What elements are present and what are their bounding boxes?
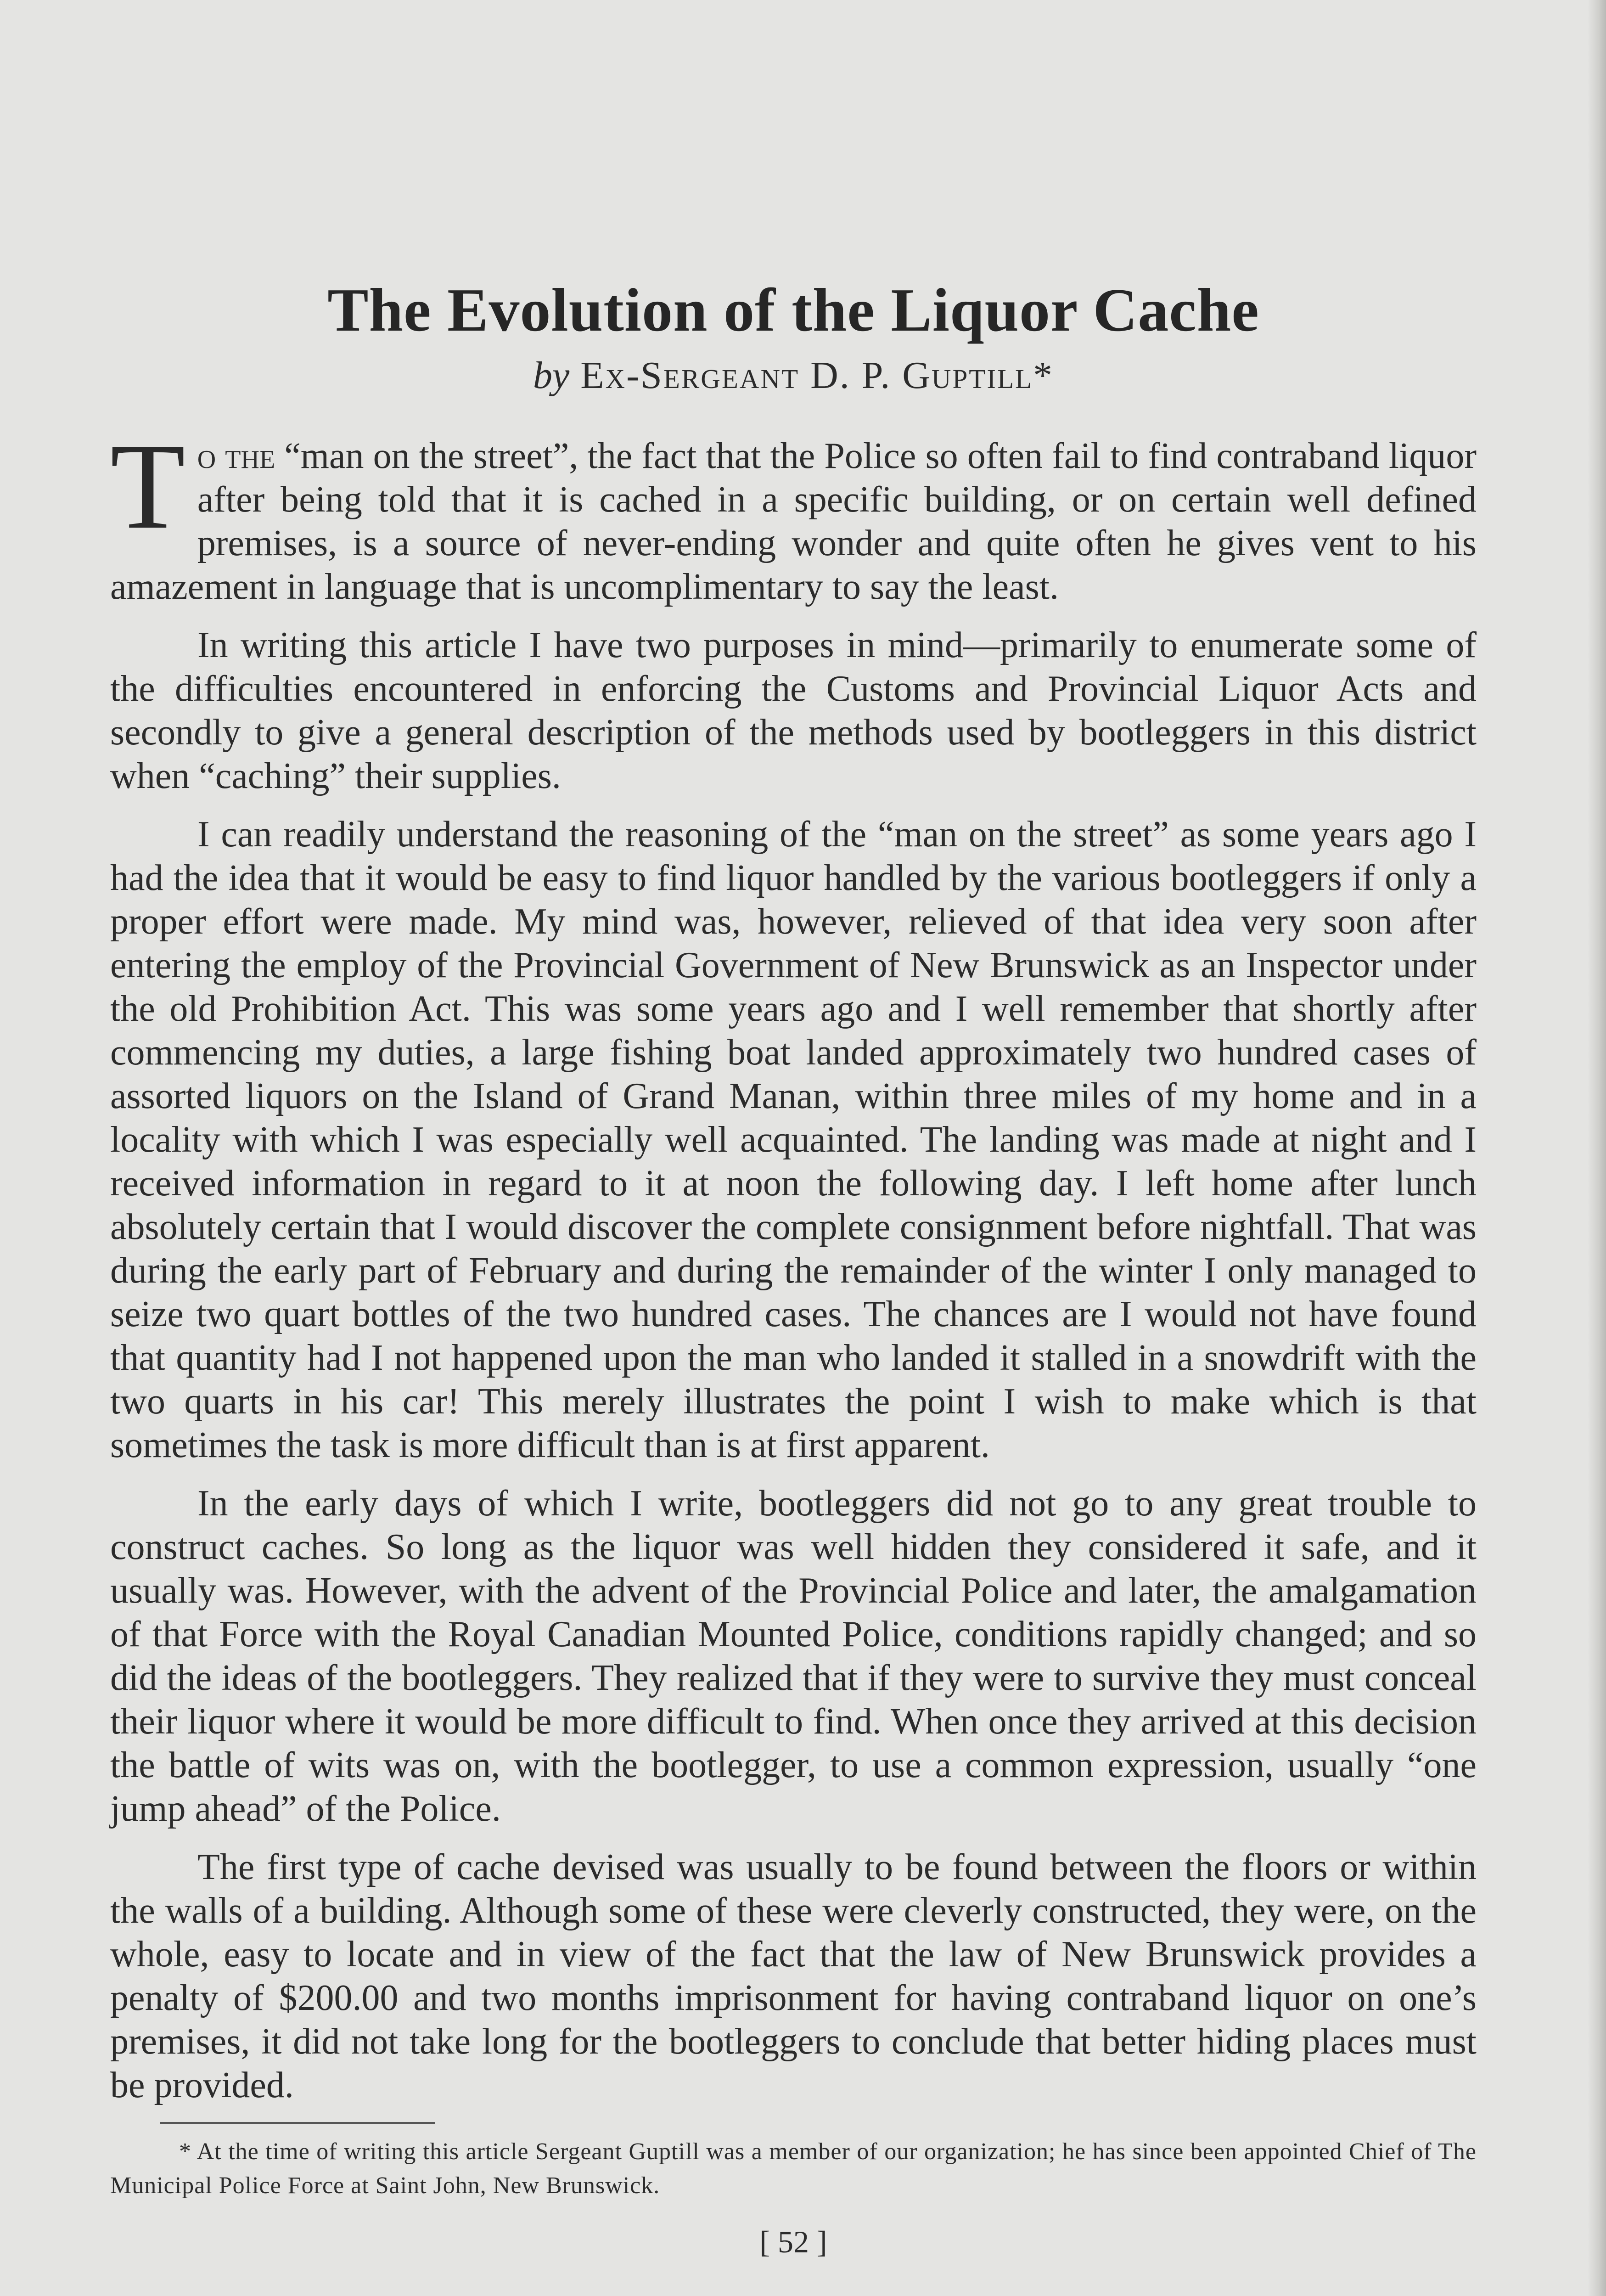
- article-title: The Evolution of the Liquor Cache: [327, 276, 1259, 344]
- footnote: * At the time of writing this article Sergeant Guptill was a member of our organization; he has since been appointed Chief of The Municipal Police Force at Saint John, New Brunswick.: [110, 2138, 1477, 2199]
- paragraph-3: I can readily understand the reasoning of the “man on the street” as some years ago I had the idea that it would be easy to find liquor handled by the various bootleggers if only a proper effort were made. My mind was, however, relieved of that idea very soon after entering the employ of the Provincial Government of New Brunswick as an Inspector under the old Prohibition Act. This was some years ago and I well remember that shortly after commencing my duties, a large fishing boat landed approximately two hundred cases of assorted liquors on the Island of Grand Manan, within three miles of my home and in a locality with which I was especially well acquainted. The landing was made at night and I received information in regard to it at noon the following day. I left home after lunch absolutely certain that I would discover the complete consignment before nightfall. That was during the early part of February and during the remainder of the winter I only managed to seize two quart bottles of the two hundred cases. The chances are I would not have found that quantity had I not happened upon the man who landed it stalled in a snowdrift with the two quarts in his car! This merely illustrates the point I wish to make which is that sometimes the task is more difficult than is at first apparent.: [110, 814, 1477, 1465]
- page-edge-shadow: [1588, 0, 1606, 2296]
- article-page: [110, 276, 1477, 2262]
- page-number: [ 52 ]: [759, 2224, 827, 2259]
- paragraph-5: The first type of cache devised was usually to be found between the floors or within the walls of a building. Although some of these were cleverly constructed, they were, on the whole, easy to locate and in view of the fact that the law of New Brunswick provides a penalty of $200.00 and two months imprisonment for having contraband liquor on one’s premises, it did not take long for the bootleggers to conclude that better hiding places must be provided.: [110, 1847, 1477, 2105]
- paragraph-2: In writing this article I have two purposes in mind—primarily to enumerate some of the difficulties encountered in enforcing the Customs and Provincial Liquor Acts and secondly to give a general description of the methods used by bootleggers in this district when “caching” their supplies.: [110, 625, 1477, 796]
- byline-by: by: [533, 354, 570, 397]
- drop-cap: T: [110, 418, 185, 554]
- byline: [110, 353, 1477, 399]
- paragraph-4: In the early days of which I write, bootleggers did not go to any great trouble to construct caches. So long as the liquor was well hidden they considered it safe, and it usually was. However, with the advent of the Provincial Police and later, the amalgamation of that Force with the Royal Canadian Mounted Police, conditions rapidly changed; and so did the ideas of the bootleggers. They realized that if they were to survive they must conceal their liquor where it would be more difficult to find. When once they arrived at this decision the battle of wits was on, with the bootlegger, to use a common expression, usually “one jump ahead” of the Police.: [110, 1483, 1477, 1829]
- footnote-rule: [160, 2122, 435, 2124]
- byline-author: Ex-Sergeant D. P. Guptill*: [580, 354, 1054, 397]
- paragraph-1: [110, 418, 1477, 609]
- paragraph-1-text: “man on the street”, the fact that the Police so often fail to find contraband liquor after being told that it is cached in a specific building, or on certain well defined premises, is a source of never-ending wonder and quite often he gives vent to his amazement in language that is uncomplimentary to say the least.: [110, 436, 1477, 607]
- lead-in-small-caps: o the: [197, 436, 275, 476]
- article-body: [110, 418, 1477, 2107]
